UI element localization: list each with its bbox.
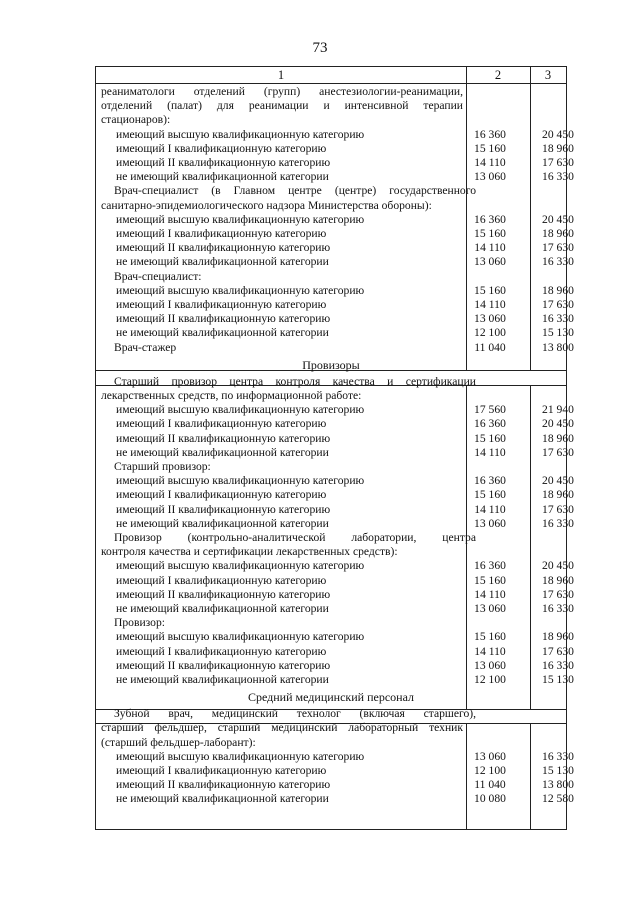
row-description: не имеющий квалификационной категории — [116, 255, 329, 269]
row-description: имеющий I квалификационную категорию — [116, 488, 327, 502]
value-column-3: 20 450 — [542, 127, 574, 141]
value-column-3: 12 580 — [542, 792, 574, 806]
value-column-3: 17 630 — [542, 445, 574, 459]
row-description: имеющий высшую квалификационную категорию — [116, 283, 365, 297]
row-description: Врач-специалист: — [114, 269, 202, 283]
column-header-3: 3 — [544, 68, 552, 82]
row-description: лекарственных средств, по информационной работе: — [101, 389, 362, 402]
value-column-2: 15 160 — [474, 141, 506, 155]
table-row — [96, 255, 574, 269]
row-description: не имеющий квалификационной категории — [116, 326, 329, 340]
row-description: имеющий I квалификационную категорию — [116, 764, 327, 777]
row-description: стационаров): — [101, 113, 171, 127]
table-row — [96, 474, 574, 488]
value-column-3: 18 960 — [542, 283, 574, 297]
value-column-2: 16 360 — [474, 474, 506, 488]
table-row — [96, 241, 574, 255]
table-row — [96, 764, 574, 778]
value-column-3: 18 960 — [542, 630, 574, 644]
value-column-3: 20 450 — [542, 559, 574, 573]
value-column-2: 14 110 — [474, 587, 506, 601]
value-column-3: 13 800 — [542, 778, 574, 792]
row-description: имеющий II квалификационную категорию — [116, 241, 331, 255]
table-row — [96, 156, 574, 170]
table-row — [96, 127, 574, 142]
value-column-2: 14 110 — [474, 445, 506, 459]
row-description: санитарно-эпидемиологического надзора Министерства обороны): — [101, 198, 432, 212]
table-row — [96, 721, 566, 735]
value-column-2: 16 360 — [474, 127, 506, 141]
value-column-3: 17 630 — [542, 502, 574, 516]
row-description: не имеющий квалификационной категории — [116, 516, 329, 530]
table-row — [96, 673, 574, 687]
table-row — [96, 199, 566, 213]
value-column-2: 13 060 — [474, 170, 506, 184]
row-description: имеющий I квалификационную категорию — [116, 644, 327, 658]
row-description: имеющий высшую квалификационную категорию — [116, 749, 365, 763]
row-description: имеющий II квалификационную категорию — [116, 156, 331, 169]
table-row — [96, 616, 566, 630]
table-row — [96, 184, 566, 198]
row-description: имеющий I квалификационную категорию — [116, 573, 327, 587]
table-row — [96, 212, 574, 227]
value-column-3: 13 800 — [542, 340, 574, 354]
table-row — [96, 531, 566, 545]
table-row — [96, 516, 574, 531]
value-column-3: 17 630 — [542, 644, 574, 658]
section-heading: Средний медицинский персонал — [247, 690, 414, 705]
value-column-2: 11 040 — [474, 340, 506, 354]
row-description: Старший провизор центра контроля качества и сертификации — [114, 374, 476, 388]
header-divider — [96, 83, 566, 84]
salary-table — [95, 66, 574, 830]
value-column-3: 16 330 — [542, 312, 574, 326]
table-row — [96, 99, 566, 113]
table-row — [96, 270, 566, 284]
row-description: имеющий II квалификационную категорию — [116, 658, 331, 672]
value-column-2: 12 100 — [474, 673, 506, 686]
value-column-2: 12 100 — [474, 764, 506, 777]
value-column-2: 17 560 — [474, 403, 506, 417]
table-row — [96, 573, 574, 588]
row-description: имеющий II квалификационную категорию — [116, 431, 331, 445]
value-column-2: 13 060 — [474, 255, 506, 269]
row-description: имеющий высшую квалификационную категорию — [116, 212, 365, 226]
row-description: Провизор: — [114, 616, 165, 630]
row-description: Провизор (контрольно-аналитической лаборатории, центра — [114, 531, 476, 544]
row-description: не имеющий квалификационной категории — [116, 170, 329, 184]
row-description: имеющий II квалификационную категорию — [116, 502, 331, 516]
value-column-2: 15 160 — [474, 431, 506, 445]
row-description: Старший провизор: — [114, 460, 211, 473]
page-number: 73 — [312, 40, 328, 56]
table-row — [96, 431, 574, 446]
value-column-2: 16 360 — [474, 417, 506, 431]
table-row — [96, 170, 574, 184]
table-row — [96, 658, 574, 673]
value-column-3: 20 450 — [542, 212, 574, 226]
value-column-2: 14 110 — [474, 241, 506, 255]
column-header-2: 2 — [494, 68, 502, 82]
value-column-3: 17 630 — [542, 587, 574, 601]
value-column-3: 18 960 — [542, 431, 574, 445]
section-heading: Провизоры — [302, 357, 360, 372]
value-column-2: 15 160 — [474, 283, 506, 297]
value-column-2: 14 110 — [474, 502, 506, 516]
table-row — [96, 445, 574, 460]
value-column-2: 15 160 — [474, 227, 506, 240]
row-description: старший фельдшер, старший медицинский лабораторный техник — [101, 721, 463, 735]
table-row — [96, 778, 574, 792]
column-header-1: 1 — [277, 68, 285, 82]
row-description: реаниматологи отделений (групп) анестезиологии-реанимации, — [101, 85, 463, 98]
value-column-3: 18 960 — [542, 141, 574, 155]
value-column-3: 15 130 — [542, 326, 574, 340]
value-column-2: 13 060 — [474, 312, 506, 326]
value-column-3: 17 630 — [542, 156, 574, 169]
value-column-3: 16 330 — [542, 602, 574, 615]
value-column-3: 21 940 — [542, 403, 574, 417]
row-description: имеющий высшую квалификационную категорию — [116, 403, 365, 417]
table-row — [96, 488, 574, 502]
value-column-2: 13 060 — [474, 658, 506, 672]
value-column-2: 11 040 — [474, 778, 506, 792]
value-column-2: 15 160 — [474, 630, 506, 644]
value-column-2: 16 360 — [474, 559, 506, 573]
table-row — [96, 545, 566, 559]
value-column-2: 15 160 — [474, 488, 506, 502]
row-description: Врач-специалист (в Главном центре (центре) государственного — [114, 184, 476, 198]
value-column-3: 18 960 — [542, 488, 574, 502]
row-description: имеющий высшую квалификационную категорию — [116, 127, 365, 141]
table-row — [96, 736, 566, 750]
table-row — [96, 460, 566, 474]
table-row — [96, 283, 574, 298]
value-column-2: 10 080 — [474, 792, 506, 806]
row-description: Врач-стажер — [114, 340, 177, 354]
table-row — [96, 312, 574, 326]
table-row — [96, 707, 566, 721]
table-row — [96, 113, 566, 127]
table-row — [96, 502, 574, 517]
row-description: Зубной врач, медицинский технолог (включая старшего), — [114, 707, 476, 721]
value-column-3: 18 960 — [542, 227, 574, 240]
table-row — [96, 644, 574, 659]
table-row — [96, 630, 574, 644]
value-column-3: 16 330 — [542, 255, 574, 269]
table-row — [96, 85, 566, 99]
row-description: имеющий II квалификационную категорию — [116, 587, 331, 601]
value-column-3: 16 330 — [542, 658, 574, 672]
value-column-2: 12 100 — [474, 326, 506, 340]
table-row — [96, 792, 574, 806]
table-row — [96, 326, 574, 340]
value-column-3: 17 630 — [542, 298, 574, 311]
value-column-3: 15 130 — [542, 673, 574, 686]
value-column-3: 20 450 — [542, 417, 574, 431]
table-row — [96, 375, 566, 389]
row-description: контроля качества и сертификации лекарственных средств): — [101, 545, 398, 559]
table-row — [96, 298, 574, 312]
value-column-2: 14 110 — [474, 298, 506, 311]
table-row — [96, 749, 574, 764]
value-column-2: 13 060 — [474, 749, 506, 763]
value-column-3: 16 330 — [542, 170, 574, 184]
row-description: не имеющий квалификационной категории — [116, 445, 329, 459]
row-description: имеющий высшую квалификационную категорию — [116, 630, 365, 644]
row-description: имеющий высшую квалификационную категорию — [116, 474, 365, 488]
table-row — [96, 403, 574, 417]
table-row — [96, 559, 574, 573]
table-row — [96, 227, 574, 241]
value-column-2: 13 060 — [474, 602, 506, 615]
row-description: имеющий II квалификационную категорию — [116, 312, 331, 326]
row-description: имеющий II квалификационную категорию — [116, 778, 331, 792]
table-row — [96, 602, 574, 616]
row-description: имеющий I квалификационную категорию — [116, 227, 327, 240]
row-description: не имеющий квалификационной категории — [116, 673, 329, 686]
row-description: имеющий I квалификационную категорию — [116, 417, 327, 431]
value-column-3: 20 450 — [542, 474, 574, 488]
row-description: (старший фельдшер-лаборант): — [101, 735, 256, 749]
row-description: не имеющий квалификационной категории — [116, 602, 329, 615]
value-column-2: 14 110 — [474, 156, 506, 169]
value-column-3: 15 130 — [542, 764, 574, 777]
row-description: имеющий I квалификационную категорию — [116, 141, 327, 155]
table-row — [96, 340, 574, 355]
row-description: отделений (палат) для реанимации и интенсивной терапии — [101, 99, 463, 113]
value-column-2: 16 360 — [474, 212, 506, 226]
table-row — [96, 417, 574, 431]
value-column-3: 18 960 — [542, 573, 574, 587]
row-description: имеющий высшую квалификационную категорию — [116, 559, 365, 573]
value-column-2: 15 160 — [474, 573, 506, 587]
table-row — [96, 587, 574, 602]
value-column-3: 16 330 — [542, 749, 574, 763]
value-column-3: 17 630 — [542, 241, 574, 255]
value-column-2: 14 110 — [474, 644, 506, 658]
row-description: имеющий I квалификационную категорию — [116, 298, 327, 311]
value-column-3: 16 330 — [542, 516, 574, 530]
table-row — [96, 141, 574, 156]
table-row — [96, 389, 566, 403]
value-column-2: 13 060 — [474, 516, 506, 530]
row-description: не имеющий квалификационной категории — [116, 792, 329, 806]
